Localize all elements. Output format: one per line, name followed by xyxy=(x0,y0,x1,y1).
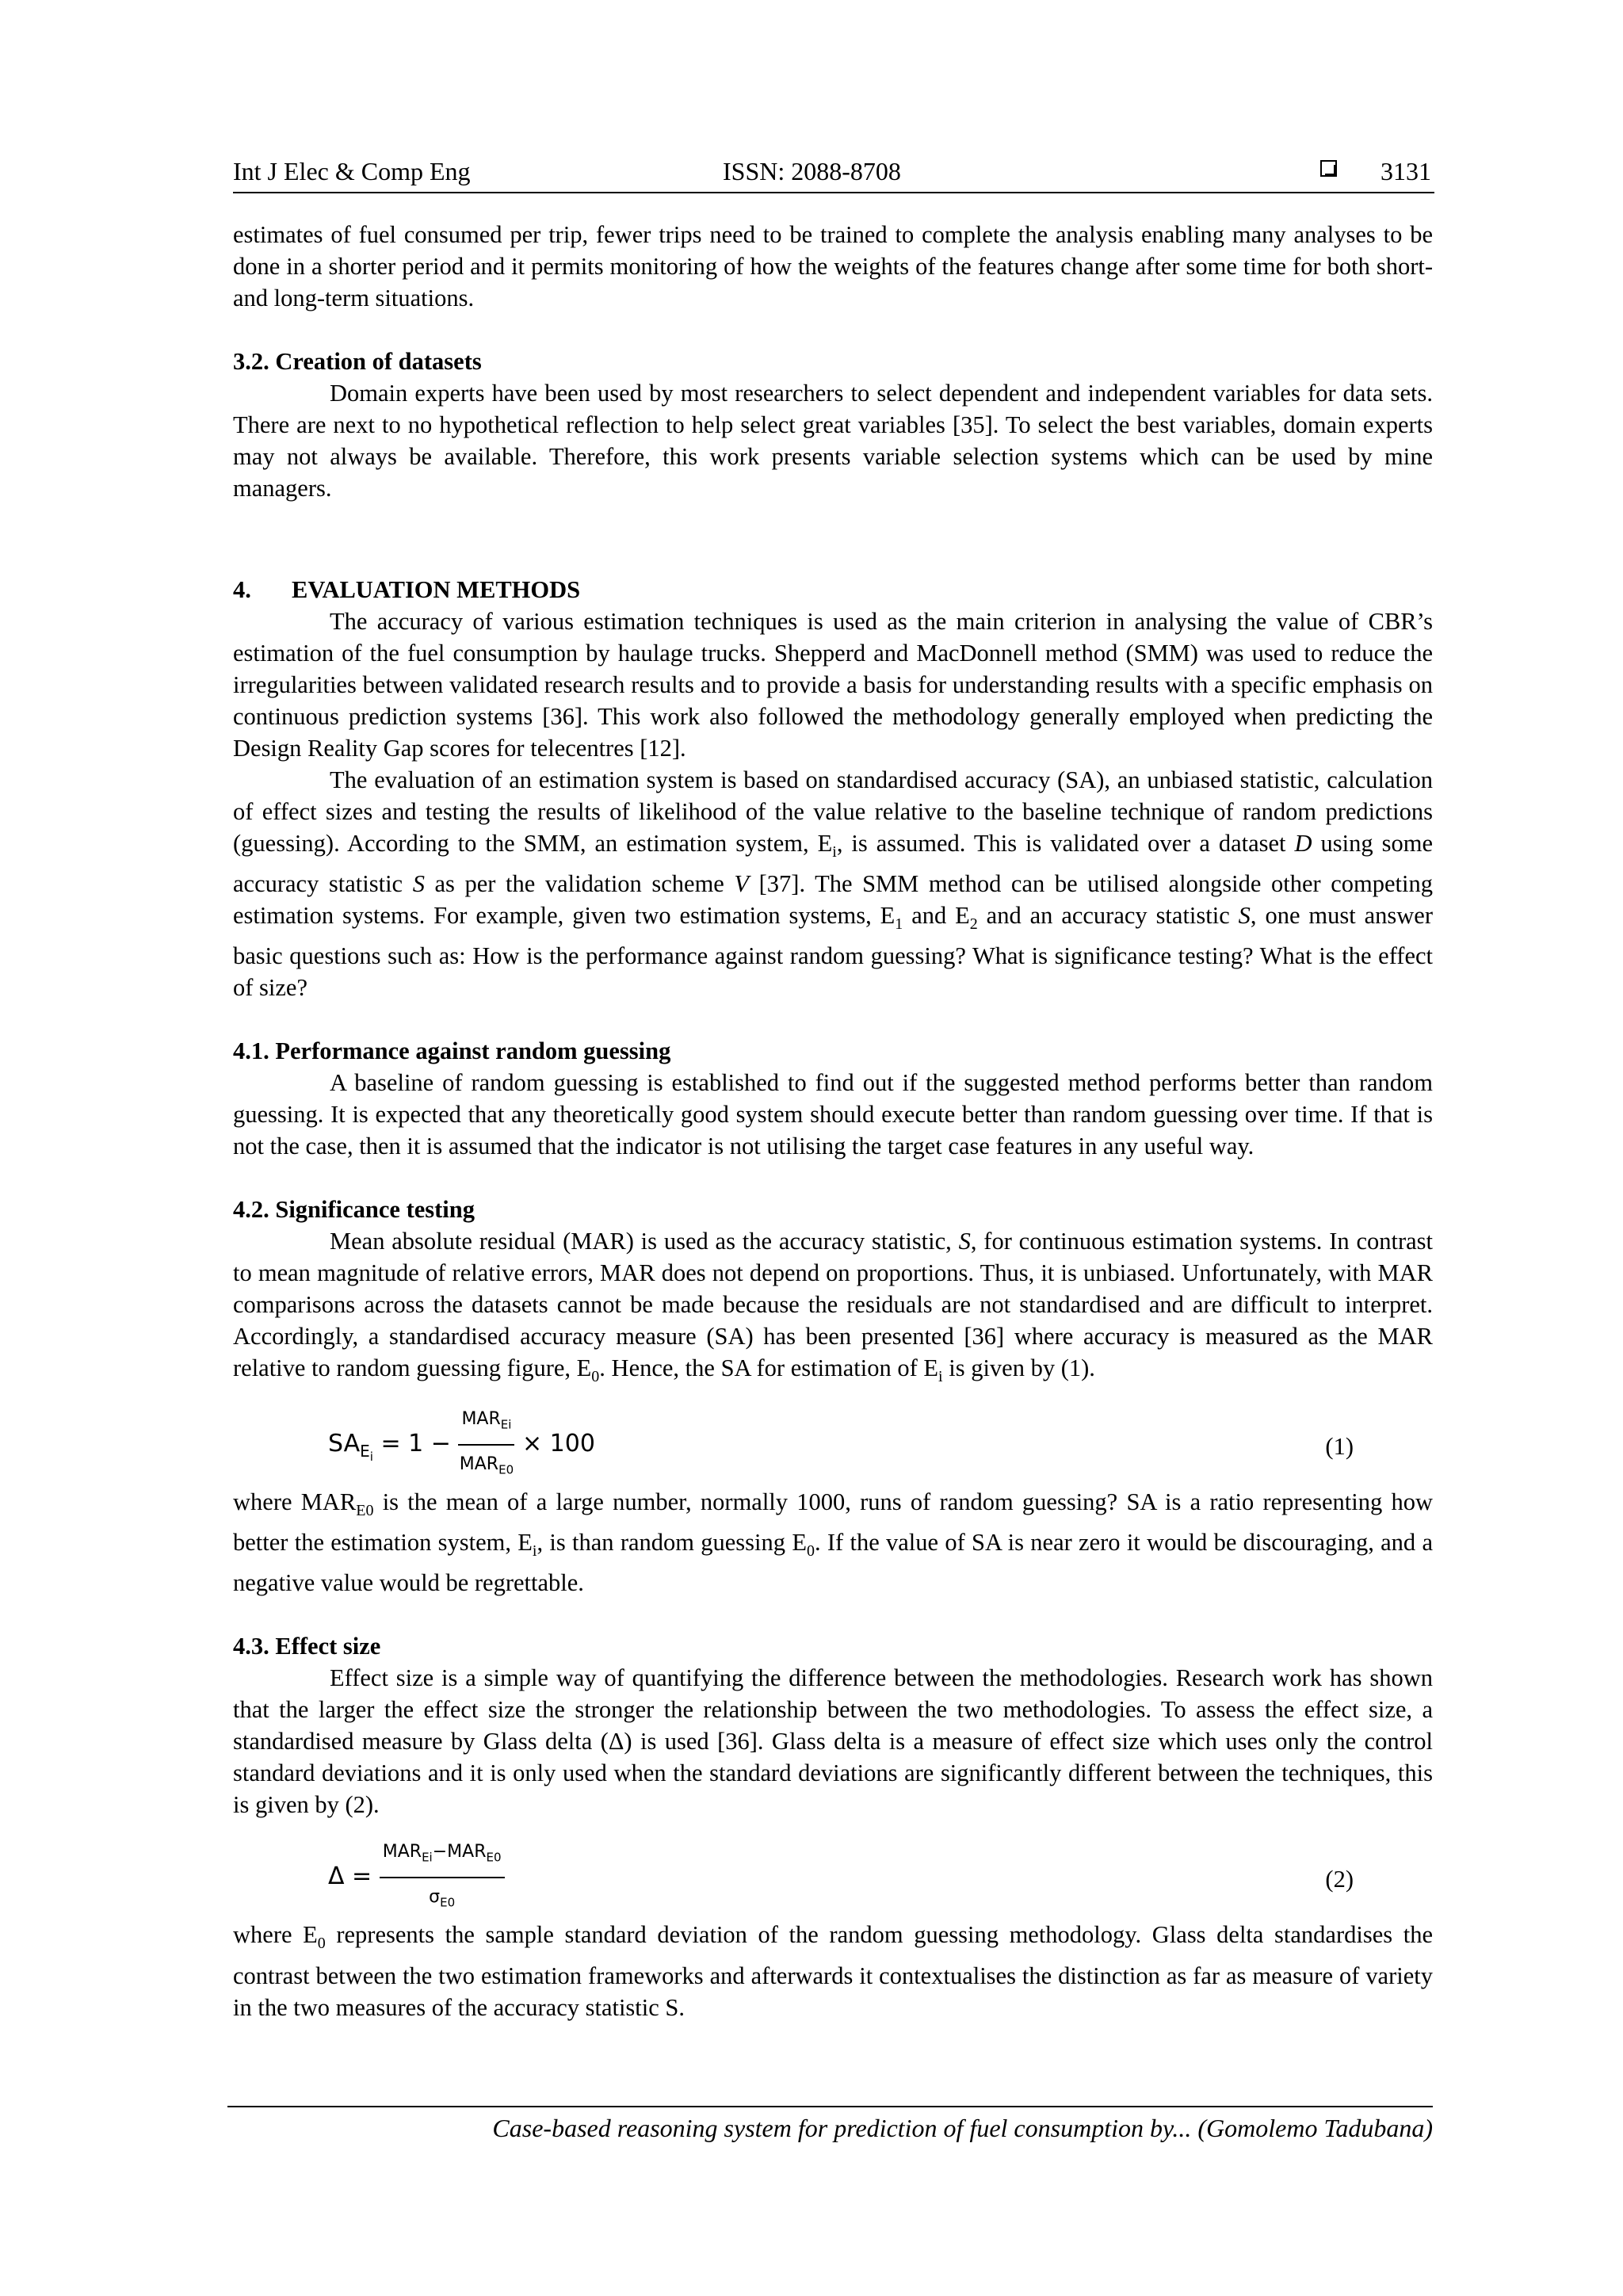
paragraph: The accuracy of various estimation techniques is used as the main criterion in analysing the value of CBR’s estimation of the fuel consumption by haulage trucks. Shepperd and MacDonnell method (SMM) was used to reduce the irregularities between validated research results and to provide a basis for understanding results with a specific emphasis on continuous prediction systems [36]. This work also followed the methodology generally employed when predicting the Design Reality Gap scores for telecentres [12]. xyxy=(233,608,1433,762)
paragraph: Effect size is a simple way of quantifying the difference between the methodologies. Research work has shown that the larger the effect size the stronger the relationship between the two methodologies. To assess the effect size, a standardised measure by Glass delta (Δ) is used [36]. Glass delta is a measure of effect size which uses only the control standard deviations and it is only used when the standard deviations are significantly different between the techniques, this is given by (2). xyxy=(233,1664,1433,1819)
section-heading-4-1: 4.1. Performance against random guessing xyxy=(233,1037,671,1065)
square-bullet-icon xyxy=(1320,160,1337,177)
equation-2: Δ = $\frac{MAR_{Ei}-MAR_{E0}}{\sigma_{E0}}$ (2) xyxy=(233,1836,1433,1919)
page-body xyxy=(233,219,1433,2023)
running-header xyxy=(233,157,1434,193)
equation-number: (2) xyxy=(1325,1866,1354,1893)
section-heading-3-2: 3.2. Creation of datasets xyxy=(233,348,482,375)
equation-number: (1) xyxy=(1325,1433,1354,1461)
issn: ISSN: 2088-8708 xyxy=(723,157,901,185)
section-heading-4-3: 4.3. Effect size xyxy=(233,1633,381,1660)
equation-1: $SA_{E_i} = 1$ − $\frac{MAR_{Ei}}{MAR_{E0}}$ × 100 (1) xyxy=(233,1404,1433,1486)
footer-rule xyxy=(227,2106,1433,2107)
page-number: 3131 xyxy=(1381,157,1431,185)
section-heading-4-2: 4.2. Significance testing xyxy=(233,1196,475,1224)
paragraph: Domain experts have been used by most researchers to select dependent and independent variables for data sets. There are next to no hypothetical reflection to help select great variables [35]. To select the best variables, domain experts may not always be available. Therefore, this work presents variable selection systems which can be used by mine managers. xyxy=(233,380,1433,502)
paragraph-continued: estimates of fuel consumed per trip, fewer trips need to be trained to complete the analysis enabling many analyses to be done in a shorter period and it permits monitoring of how the weights of the features change after some time for both short- and long-term situations. xyxy=(233,221,1433,311)
paragraph: where $MAR_{E0}$ is the mean of a large number, normally 1000, runs of random guessing? SA is a ratio representing how better the estimation system, $E_i$, is than random guessing $E_0$. If the value of SA is near zero it would be discouraging, and a negative value would be regrettable. xyxy=(233,1488,1434,1597)
section-heading-4: 4. EVALUATION METHODS xyxy=(233,576,581,603)
paragraph: Mean absolute residual (MAR) is used as the accuracy statistic, S, for continuous estimation systems. In contrast to mean magnitude of relative errors, MAR does not depend on proportions. Thus, it is unbiased. Unfortunately, with MAR comparisons across the datasets cannot be made because the residuals are not standardised and are difficult to interpret. Accordingly, a standardised accuracy measure (SA) has been presented [36] where accuracy is measured as the MAR relative to random guessing figure, $E_0$. Hence, the SA for estimation of $E_i$ is given by (1). xyxy=(233,1228,1433,1386)
paragraph: where $E_0$ represents the sample standard deviation of the random guessing methodology. Glass delta standardises the contrast between the two estimation frameworks and afterwards it contextualises the distinction as far as measure of variety in the two measures of the accuracy statistic S. xyxy=(233,1921,1433,2021)
paragraph: The evaluation of an estimation system is based on standardised accuracy (SA), an unbiased statistic, calculation of effect sizes and testing the results of likelihood of the value relative to the baseline technique of random predictions (guessing). According to the SMM, an estimation system, $E_i$, is assumed. This is validated over a dataset D using some accuracy statistic S as per the validation scheme V [37]. The SMM method can be utilised alongside other competing estimation systems. For example, given two estimation systems, $E_1$ and $E_2$ and an accuracy statistic S, one must answer basic questions such as: How is the performance against random guessing? What is significance testing? What is the effect of size? xyxy=(233,766,1434,1002)
paragraph: A baseline of random guessing is established to find out if the suggested method performs better than random guessing. It is expected that any theoretically good system should execute better than random guessing over time. If that is not the case, then it is assumed that the indicator is not utilising the target case features in any useful way. xyxy=(233,1069,1433,1160)
journal-name: Int J Elec & Comp Eng xyxy=(233,157,471,185)
running-footer: Case-based reasoning system for prediction of fuel consumption by... (Gomolemo Tadubana) xyxy=(492,2114,1433,2142)
